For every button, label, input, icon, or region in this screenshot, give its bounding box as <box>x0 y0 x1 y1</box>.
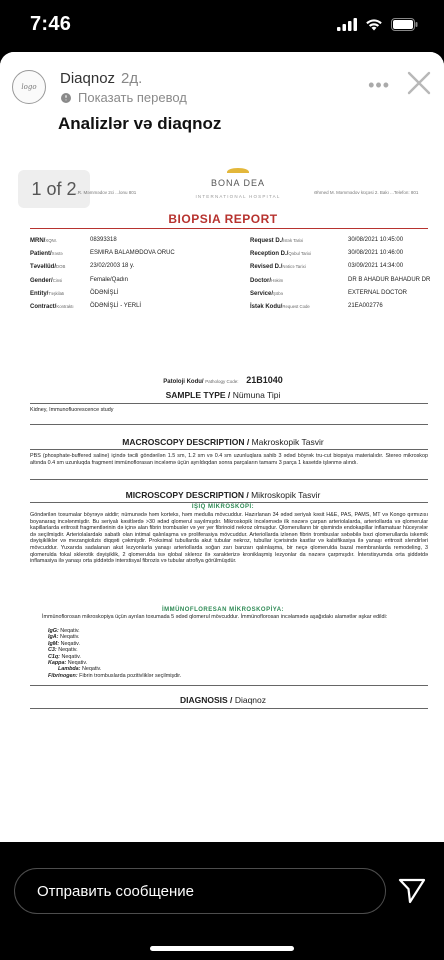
more-icon[interactable]: ••• <box>368 75 390 95</box>
field-value: 08393318 <box>90 237 117 243</box>
microscopy-text: Göndərilən toxumalar böyrəyə aiddir; nümunədə həm korteks, həm medulla mövcuddur. Hazırlanan 34 ədəd seriyalı kəsit H&E, PAS, PAMS, MT və Kongo qırmızısı boyanaraq incələnmişdir. Bu seriyalı kəsitlərdə >30 ədəd qlomerul sayılmışdır. Mikroskopik incələmədə ilk nəzərə çarpan arteriolalarda, arteriollarda və qlomerular kapillarlarda eritrosit fragmentlərinin də içinə alan fibrin trombusler və yer yer fibrinoid nekroz olmuşdur. Qlomerulların bir qismində endokapillar inflamatuar hüceyrələr də seçilmişdir. Arteriolalardakı sabatlı olan intimal qalınlaşma və proliferasiya mövcuddur. Arteriollarda izlənən fibrin trombuslar səbəbilə bəzi qlomerullarda iskemik dəyişikliklər və mezangiolizis diqqəti çəkmişdir. Proksimal tubullarda akut tubular nekroz, tubullar içərisində kastlar və kalsifikasiya ilə yanaşı eritrosit slendirləri mövcuddur. Yuxarıda sadalanan akut lezyonlarla yanaşı arteriollarda soğan zarı banzarı qalınlaşma, bir neçə qlomerulda bazal membranlarda remodeling, 3 qlomerulda fokal sklerotik dəyişiklik, 2 qlomerulda isə qlobal skleroz ilə xarakterizə kroniklaşmiş lezyonlar da nəzərə çarpmışdır. İnterstisyumda orta şiddətdə inflamasiya ilə yanaşı orta şiddətdə interstisyal fibrozis və tubular atrofiya görülmüşdür. <box>30 512 428 565</box>
status-time: 7:46 <box>30 13 72 35</box>
section-divider <box>30 449 428 450</box>
field-key: İstək Kodu/Request Code <box>250 303 310 310</box>
field-key: Entity/Təşkilatı <box>30 290 65 297</box>
section-divider <box>30 424 428 425</box>
diagnosis-title-az: Diaqnoz <box>234 695 266 705</box>
field-row <box>30 234 428 247</box>
report-title: BIOPSIA REPORT <box>168 212 278 226</box>
pathology-code <box>18 375 428 385</box>
send-icon[interactable] <box>398 878 426 904</box>
sample-type-title-az: Nümuna Tipi <box>232 390 281 400</box>
microscopy-heading <box>18 490 428 500</box>
field-key: Patient/Xəstə <box>30 251 63 258</box>
immuno-title: İMMÜNOFLORESAN MİKROSKOPİYA: <box>161 607 285 613</box>
micro-title: MICROSCOPY DESCRIPTION / <box>125 490 249 500</box>
section-divider <box>30 403 428 404</box>
diagnosis-heading <box>18 695 428 705</box>
field-key: Service/Şöbə <box>250 290 284 297</box>
field-value: 30/08/2021 10:45:00 <box>348 237 404 243</box>
story-title: Analizlər və diaqnoz <box>58 114 222 133</box>
status-icons <box>337 18 418 31</box>
translate-label: Показать перевод <box>78 90 187 105</box>
field-value: EXTERNAL DOCTOR <box>348 289 408 296</box>
field-key: Təvəllüd/DOB <box>30 264 66 271</box>
section-divider <box>30 708 428 709</box>
home-indicator[interactable] <box>150 946 294 951</box>
immuno-results <box>48 628 181 679</box>
field-value: ÖDƏNİŞLİ <box>90 289 119 296</box>
avatar[interactable] <box>12 70 46 104</box>
brand-name: BONA DEA <box>210 178 265 188</box>
status-bar <box>0 0 444 52</box>
sample-type-heading <box>18 390 428 400</box>
section-divider <box>30 685 428 686</box>
story-age: 2д. <box>121 70 143 87</box>
cellular-signal-icon <box>337 18 357 31</box>
story-header <box>0 52 444 160</box>
section-divider <box>30 502 428 503</box>
field-value: DR B AHADUR BAHADUR DR <box>348 276 431 283</box>
micro-title-az: Mikroskopik Tasvir <box>251 490 321 500</box>
sample-type-title: SAMPLE TYPE / <box>165 390 231 400</box>
translate-button[interactable] <box>60 90 187 105</box>
section-divider <box>30 479 428 480</box>
field-value: 03/09/2021 14:34:00 <box>348 263 404 270</box>
address-right: Əhmed M. Məmmədov küçəsi 2. Bakı ...Telefon: 801 <box>314 190 419 195</box>
patient-fields <box>30 234 431 313</box>
hospital-logo <box>178 168 298 199</box>
immuno-item: C1q: Neqativ. <box>48 653 81 660</box>
macro-title: MACROSCOPY DESCRIPTION / <box>122 437 250 447</box>
field-value: Female/Qadın <box>90 276 129 283</box>
immuno-intro: İmmünoflorosan mikroskopiya üçün ayrılan toxumada 5 ədəd qlomerul mövcuddur. İmmünoflorosan incəlamədə aşağıdakı alamətlər əşkar edildi: <box>42 614 388 620</box>
translate-icon <box>60 92 72 104</box>
field-value: 23/02/2003 18 y. <box>90 263 135 270</box>
immuno-item: IgA: Neqativ. <box>48 634 80 641</box>
pathology-label-en: Pathology Code: <box>205 379 239 384</box>
avatar-logo: logo <box>21 83 37 91</box>
field-row <box>30 287 428 300</box>
field-key: Gender/Cinsi <box>30 277 63 284</box>
diagnosis-title: DIAGNOSIS / <box>180 695 233 705</box>
story-username[interactable] <box>60 70 142 87</box>
username-text: Diaqnoz <box>60 70 116 87</box>
immuno-item: Lambda: Neqativ. <box>58 666 102 673</box>
address-left: ...R. Məmmədov 2ci ...lonu 801 <box>74 190 137 195</box>
page-indicator: 1 of 2 <box>18 170 90 208</box>
field-row <box>30 260 428 273</box>
field-row <box>30 274 431 287</box>
battery-icon <box>391 18 418 31</box>
field-value: 30/08/2021 10:46:00 <box>348 250 404 257</box>
field-key: Request D./İstək Tarixi <box>250 238 304 244</box>
field-row <box>30 247 428 260</box>
immuno-item: Kappa: Neqativ. <box>48 660 88 667</box>
field-value: 21EA002776 <box>348 302 383 309</box>
immuno-item: Fibrinogen: Fibrin trombuslarda pozitivliklər seçilmişdir. <box>48 672 182 679</box>
title-divider <box>30 228 428 229</box>
immuno-item: IgM: Neqativ. <box>48 640 80 647</box>
immuno-item: IgG: Neqativ. <box>48 628 80 634</box>
close-icon[interactable] <box>406 70 432 96</box>
field-value: ESMIRA BALAMƏDOVA ORUC <box>90 250 175 257</box>
wifi-icon <box>365 18 383 31</box>
field-key: Contract/Kontraktı <box>30 303 74 310</box>
sample-value: Kidney, Immunofluorescence study <box>30 407 114 413</box>
field-key: Doctor/Həkim <box>250 277 284 284</box>
field-value: ÖDƏNİŞLİ - YERLİ <box>90 302 142 309</box>
field-row <box>30 300 428 313</box>
message-input[interactable] <box>14 868 386 914</box>
brand-subtitle: INTERNATIONAL HOSPITAL <box>195 194 281 199</box>
message-placeholder: Отправить сообщение <box>37 882 195 900</box>
light-microscopy-title: IŞIQ MİKROSKOPİ: <box>191 504 255 510</box>
report-document <box>18 162 431 747</box>
story-card <box>0 52 444 842</box>
macroscopy-heading <box>18 437 428 447</box>
field-key: Reception D./Qəbul Tarixi <box>250 251 311 258</box>
macro-title-az: Makroskopik Tasvir <box>251 437 324 447</box>
logo-mark-icon <box>227 168 249 176</box>
field-key: Revised D./Nəticə Tarixi <box>250 264 306 271</box>
pathology-code-value: 21B1040 <box>246 375 283 385</box>
pathology-label: Patoloji Kodu/ <box>163 379 204 385</box>
immuno-item: C3: Neqativ. <box>48 647 78 654</box>
field-key: MRN/XQNr. <box>30 238 58 244</box>
macroscopy-text: PBS (phosphate-buffered saline) içində təcili göndərilən 1.5 sm, 1.2 sm və 0.4 sm uzunluqlara sahib 3 ədəd böyrək tru-cut biopsiya materialıdır. Stereo mikroskop altında 0.4 sm uzunluqda fragment immünoflorasan incələmə üçün ayrıldıqdan sonra parçaların tamamı 3 parça 1 kasetdə işlənmə alındı. <box>30 453 428 466</box>
